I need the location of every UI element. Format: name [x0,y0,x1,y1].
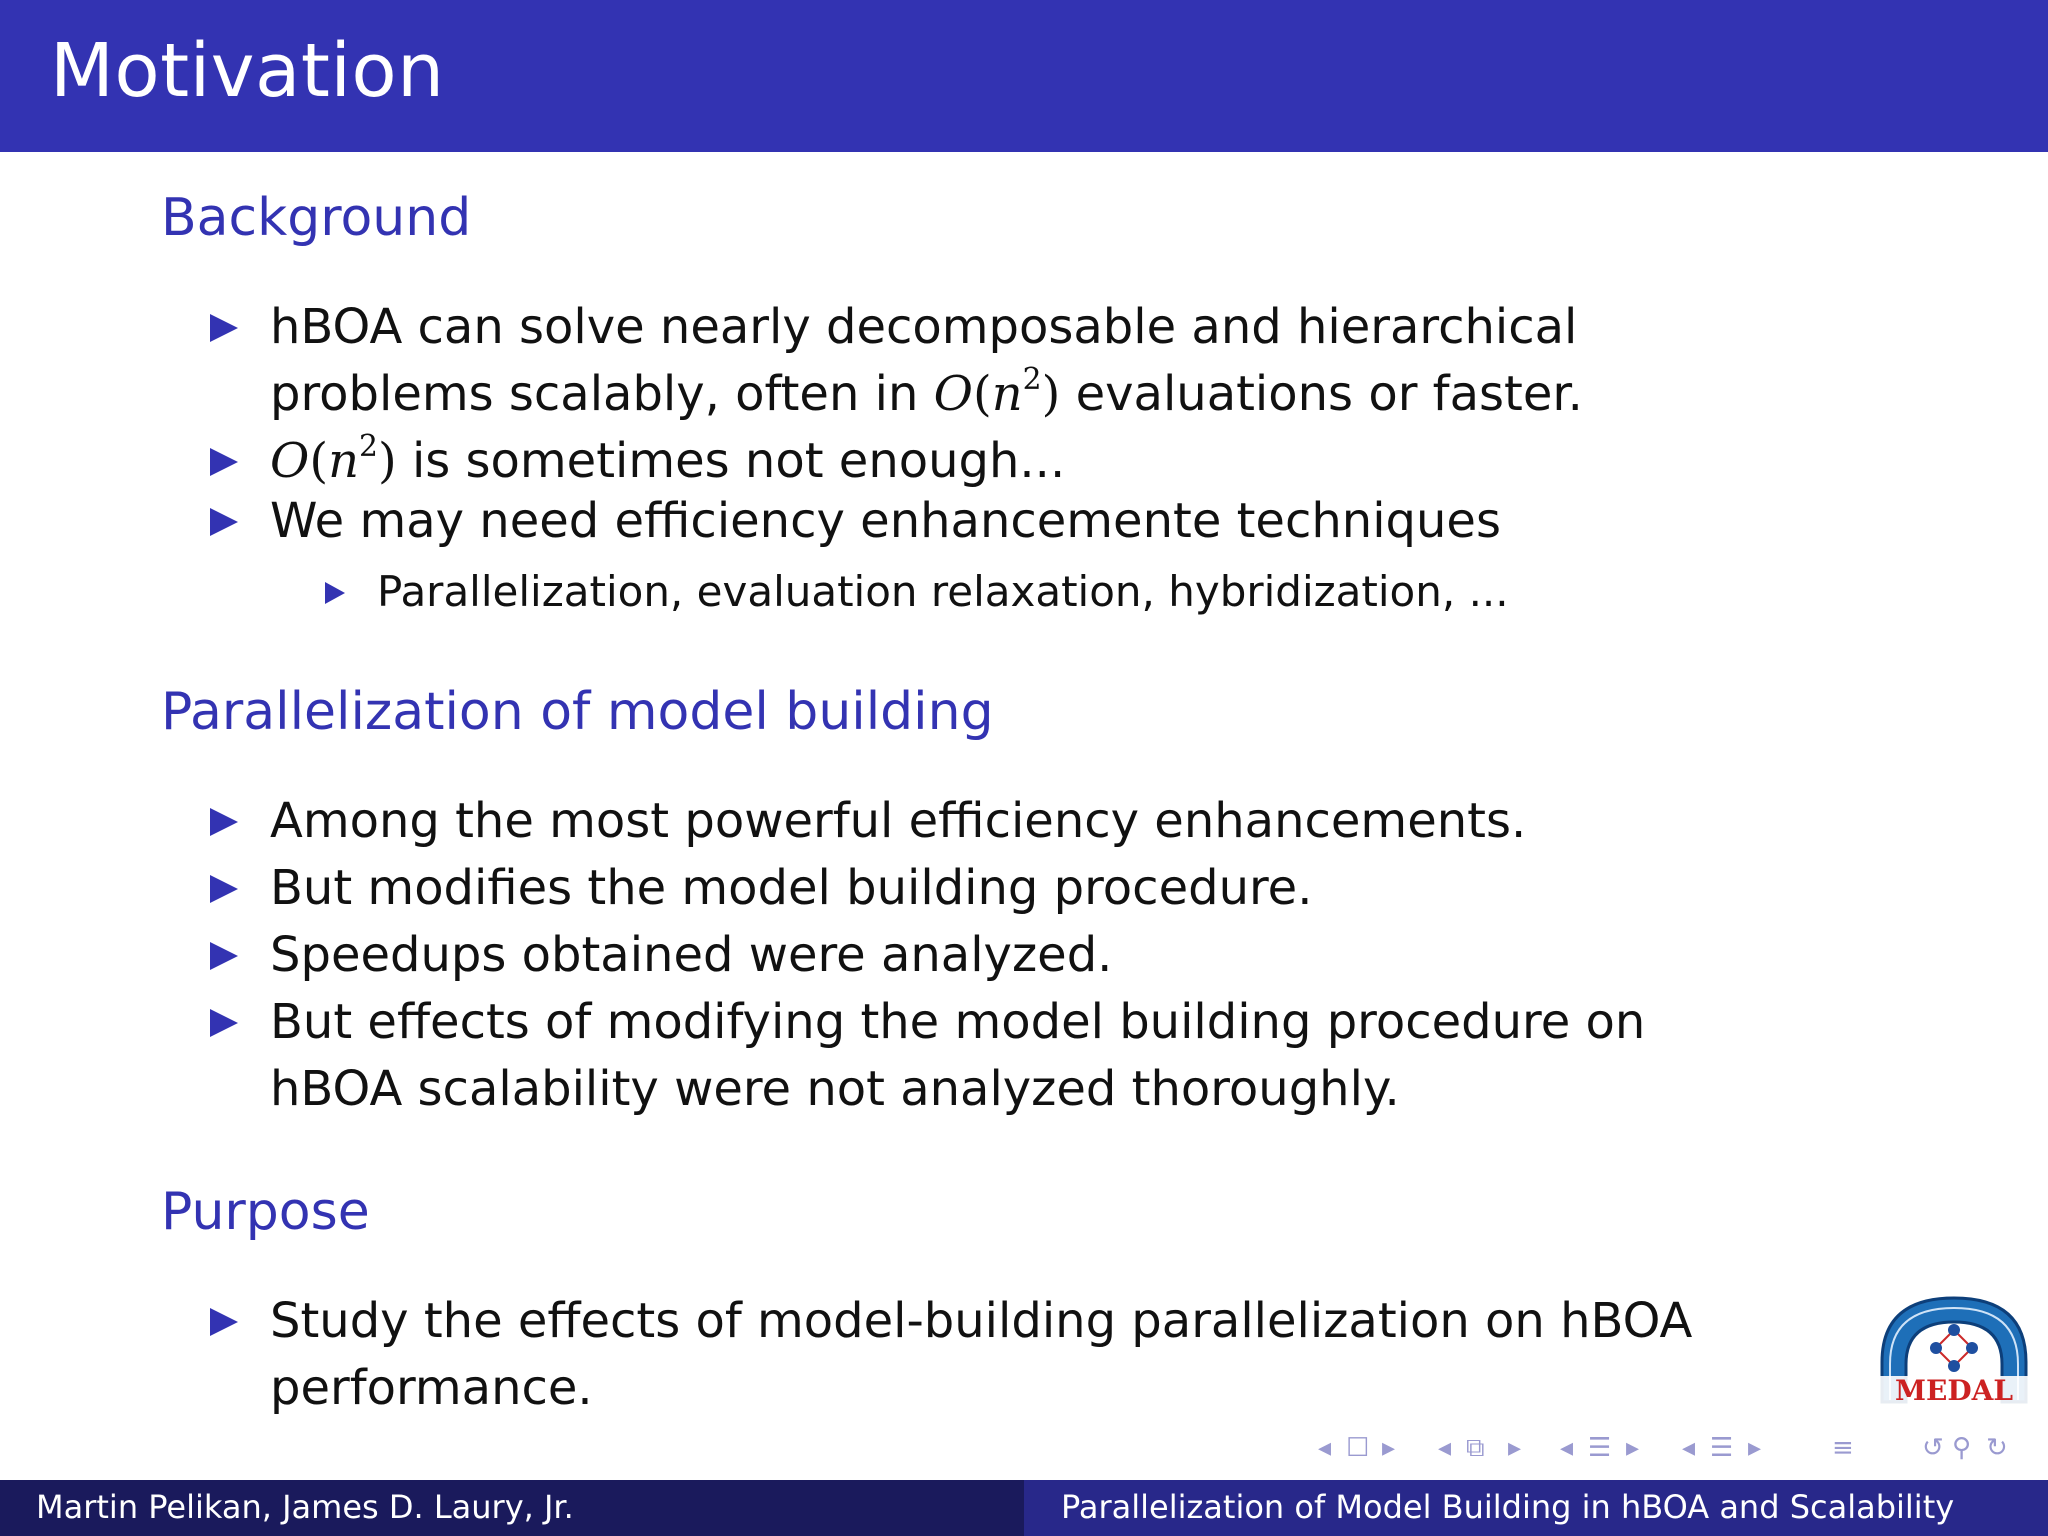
align-icon[interactable]: ≡ [1832,1433,1854,1463]
bullet-text [270,294,1583,428]
logo-text: MEDAL [1894,1374,2014,1407]
bullet-text: Study the effects of model-building parallelization on hBOA performance. [270,1293,1693,1416]
bullet-triangle-icon [210,448,238,476]
bullet-text: We may need efficiency enhancemente techniques [270,493,1501,549]
frame-icon[interactable]: ☐ [1346,1433,1370,1463]
bullet-line: problems scalably, often in [270,366,934,422]
arrow-right-icon[interactable]: ▸ [1382,1433,1396,1463]
bullet-text: But effects of modifying the model building procedure on hBOA scalability were not analyzed thoroughly. [270,994,1646,1117]
section-icon[interactable]: ☰ [1588,1433,1612,1463]
bullet-triangle-icon [210,875,238,903]
math-complexity: $O(n^2)$ [270,429,397,489]
section-heading-parallelization: Parallelization of model building [161,682,994,742]
back-icon[interactable]: ↺ [1922,1433,1944,1463]
bullet-line: evaluations or faster. [1060,366,1583,422]
arrow-left-icon[interactable]: ◂ [1682,1433,1696,1463]
forward-icon[interactable]: ↻ [1986,1433,2008,1463]
bullet-triangle-icon [210,314,238,342]
arrow-right-icon[interactable]: ▸ [1748,1433,1762,1463]
footer-right [1024,1480,2048,1536]
bullet-triangle-icon [210,508,238,536]
sub-bullet-text: Parallelization, evaluation relaxation, hybridization, ... [377,567,1509,616]
title-bar [0,0,2048,152]
arrow-right-icon[interactable]: ▸ [1508,1433,1522,1463]
arrow-left-icon[interactable]: ◂ [1438,1433,1452,1463]
section-heading-background: Background [161,188,472,248]
section-icon[interactable]: ☰ [1710,1433,1734,1463]
subsection-icon[interactable]: ⧉ [1466,1433,1485,1463]
slide-title: Motivation [50,28,445,114]
bullet-text: $O(n^2)$ is sometimes not enough... [270,429,1066,489]
math-complexity: $O(n^2)$ [933,362,1061,422]
bullet-line: hBOA can solve nearly decomposable and hierarchical [270,299,1578,355]
bullet-text: But modifies the model building procedure. [270,860,1313,916]
navigation-bar [1310,1432,2040,1464]
section-heading-purpose: Purpose [161,1182,370,1242]
footer-left [0,1480,1024,1536]
arrow-right-icon[interactable]: ▸ [1626,1433,1640,1463]
arrow-left-icon[interactable]: ◂ [1318,1433,1332,1463]
search-icon[interactable]: ⚲ [1952,1433,1972,1463]
sub-bullet-triangle-icon [325,582,345,604]
footer-title: Parallelization of Model Building in hBOA and Scalability [1061,1488,1955,1526]
bullet-triangle-icon [210,1009,238,1037]
arrow-left-icon[interactable]: ◂ [1560,1433,1574,1463]
bullet-text: Speedups obtained were analyzed. [270,927,1113,983]
footer-authors: Martin Pelikan, James D. Laury, Jr. [36,1488,574,1526]
medal-logo [1874,1292,2034,1412]
bullet-text: Among the most powerful efficiency enhancements. [270,793,1527,849]
bullet-triangle-icon [210,1308,238,1336]
bullet-triangle-icon [210,942,238,970]
bullet-triangle-icon [210,808,238,836]
